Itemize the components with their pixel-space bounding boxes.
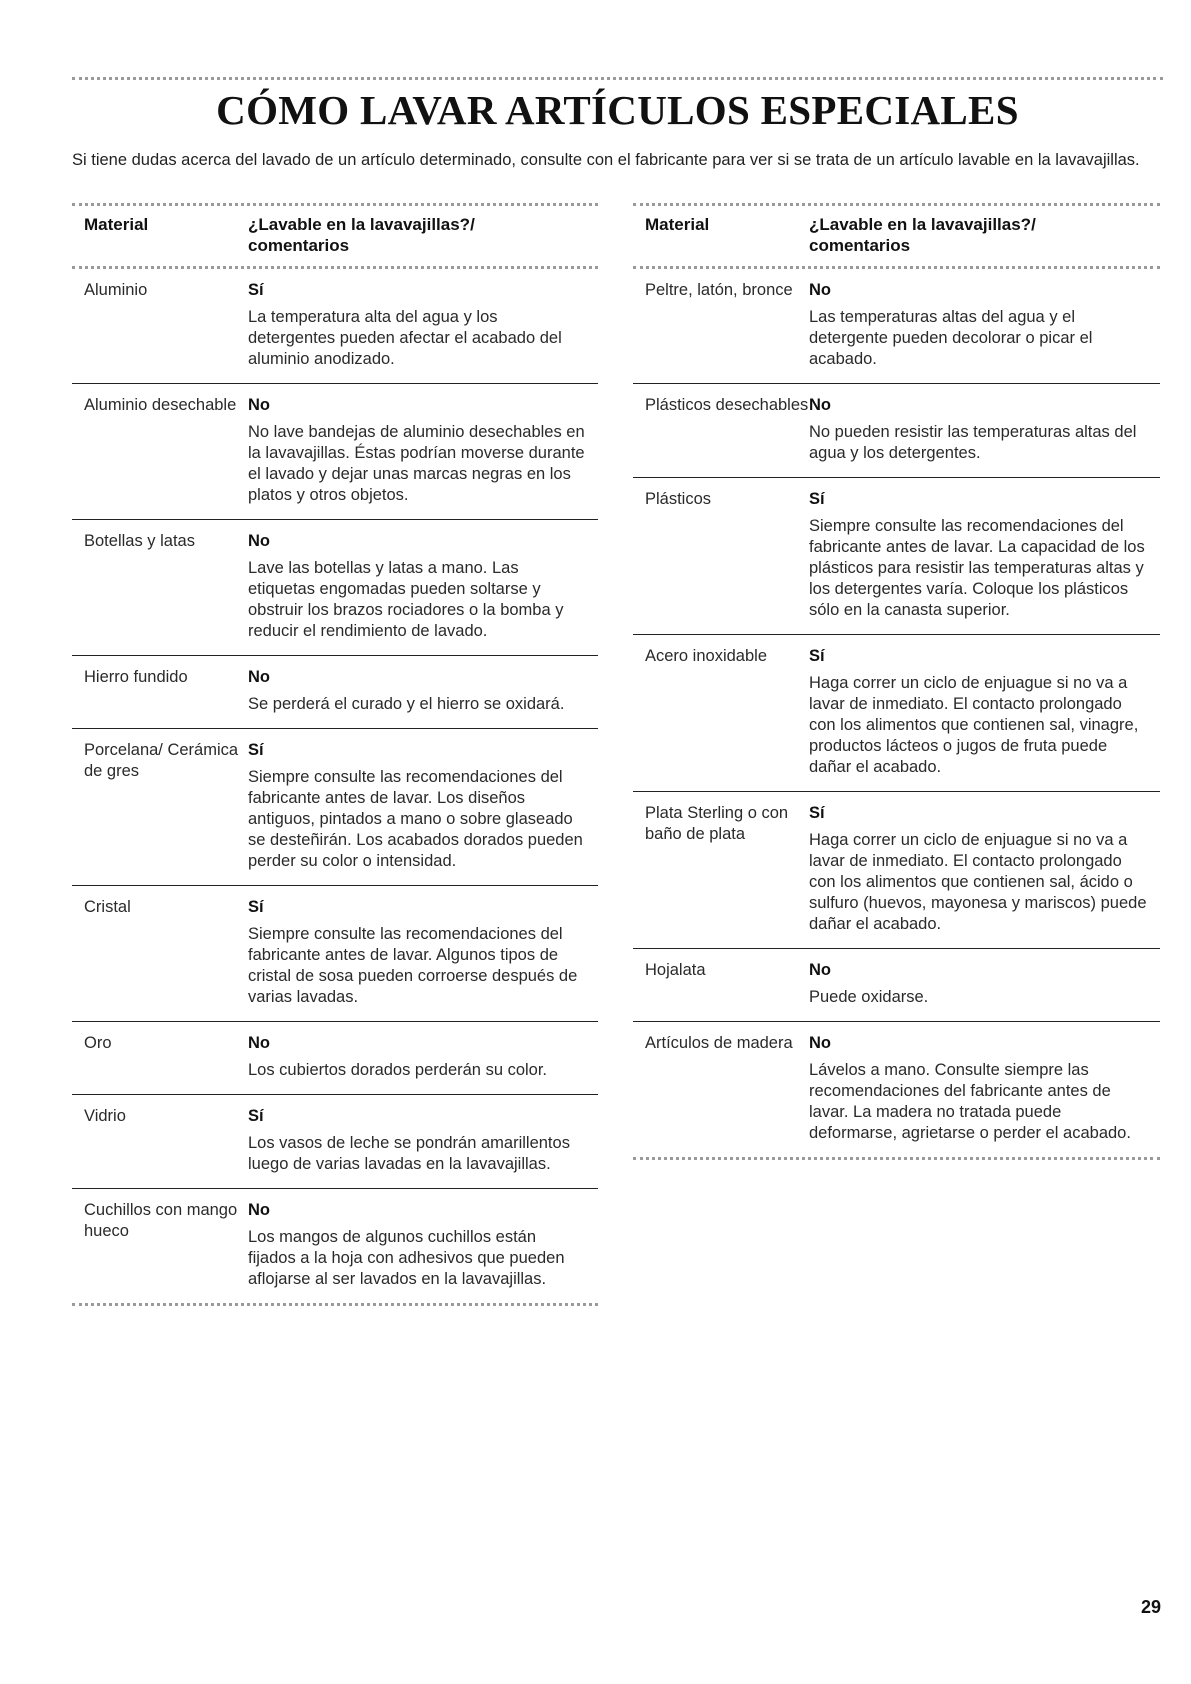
intro-paragraph: Si tiene dudas acerca del lavado de un artículo determinado, consulte con el fabricante para ver si se trata de un artículo lavable en la lavavajillas. xyxy=(72,151,1140,169)
table-header xyxy=(72,206,598,266)
material-cell: Aluminio desechable xyxy=(84,396,237,414)
comment-cell xyxy=(248,1033,588,1081)
comment-text: Los cubiertos dorados perderán su color. xyxy=(248,1061,548,1079)
comment-cell xyxy=(248,897,588,1008)
material-cell: Oro xyxy=(84,1034,112,1052)
table-row xyxy=(72,1022,598,1095)
washable-answer: No xyxy=(248,1034,270,1052)
comment-text: No lave bandejas de aluminio desechables en la lavavajillas. Éstas podrían moverse durante el lavado y dejar unas marcas negras en los platos y otros objetos. xyxy=(248,423,585,504)
material-cell: Plásticos xyxy=(645,490,712,508)
washable-answer: Sí xyxy=(248,1107,264,1125)
washable-answer: Sí xyxy=(248,741,264,759)
comment-cell xyxy=(248,1106,588,1175)
table-row xyxy=(633,792,1160,949)
washable-answer: No xyxy=(809,961,831,979)
comment-cell xyxy=(809,960,1149,1008)
header-material: Material xyxy=(645,215,710,234)
comment-text: Se perderá el curado y el hierro se oxidará. xyxy=(248,695,565,713)
comment-cell xyxy=(809,646,1149,778)
table-row xyxy=(72,384,598,520)
comment-cell xyxy=(809,280,1149,370)
comment-text: Puede oxidarse. xyxy=(809,988,929,1006)
comment-cell xyxy=(809,395,1149,464)
header-washable: ¿Lavable en la lavavajillas?/ comentarios xyxy=(248,215,475,255)
table-row xyxy=(633,949,1160,1022)
comment-text: Siempre consulte las recomendaciones del fabricante antes de lavar. Los diseños antiguos, pintados a mano o sobre glaseado se desteñirán. Los acabados dorados pueden perder su color o intensidad. xyxy=(248,768,583,870)
material-cell: Vidrio xyxy=(84,1107,126,1125)
table-bottom-divider xyxy=(633,1157,1160,1160)
comment-text: Las temperaturas altas del agua y el detergente pueden decolorar o picar el acabado. xyxy=(809,308,1093,368)
washable-answer: Sí xyxy=(809,647,825,665)
material-cell: Cristal xyxy=(84,898,131,916)
comment-cell xyxy=(809,489,1149,621)
table-body xyxy=(72,269,598,1303)
material-cell: Acero inoxidable xyxy=(645,647,767,665)
table-right xyxy=(633,203,1160,1160)
comment-text: Los mangos de algunos cuchillos están fijados a la hoja con adhesivos que pueden aflojarse al ser lavados en la lavavajillas. xyxy=(248,1228,565,1288)
material-cell: Hojalata xyxy=(645,961,706,979)
header-material: Material xyxy=(84,215,149,234)
table-row xyxy=(72,1189,598,1303)
comment-cell xyxy=(809,1033,1149,1144)
comment-text: La temperatura alta del agua y los detergentes pueden afectar el acabado del aluminio anodizado. xyxy=(248,308,562,368)
washable-answer: No xyxy=(248,532,270,550)
top-divider xyxy=(72,77,1163,80)
comment-text: Lávelos a mano. Consulte siempre las recomendaciones del fabricante antes de lavar. La madera no tratada puede deformarse, agrietarse o perder el acabado. xyxy=(809,1061,1131,1142)
material-cell: Botellas y latas xyxy=(84,532,195,550)
header-washable: ¿Lavable en la lavavajillas?/ comentarios xyxy=(809,215,1036,255)
table-left xyxy=(72,203,598,1306)
comment-text: Siempre consulte las recomendaciones del fabricante antes de lavar. Algunos tipos de cristal de sosa pueden corroerse después de varias lavadas. xyxy=(248,925,578,1006)
table-bottom-divider xyxy=(72,1303,598,1306)
comment-text: Los vasos de leche se pondrán amarillentos luego de varias lavadas en la lavavajillas. xyxy=(248,1134,570,1173)
material-cell: Peltre, latón, bronce xyxy=(645,281,793,299)
table-row xyxy=(633,384,1160,478)
washable-answer: Sí xyxy=(248,281,264,299)
comment-text: Siempre consulte las recomendaciones del fabricante antes de lavar. La capacidad de los plásticos para resistir las temperaturas altas y los detergentes varía. Coloque los plásticos sólo en la canasta superior. xyxy=(809,517,1145,619)
comment-text: Haga correr un ciclo de enjuague si no va a lavar de inmediato. El contacto prolongado con los alimentos que contienen sal, ácido o sulfuro (huevos, mayonesa y mariscos) puede dañar el acabado. xyxy=(809,831,1147,933)
material-cell: Plata Sterling o con baño de plata xyxy=(645,804,789,843)
washable-answer: Sí xyxy=(248,898,264,916)
table-row xyxy=(633,269,1160,384)
table-row xyxy=(72,269,598,384)
table-row xyxy=(633,635,1160,792)
washable-answer: Sí xyxy=(809,490,825,508)
table-row xyxy=(72,520,598,656)
table-row xyxy=(72,656,598,729)
page-number: 29 xyxy=(1140,1597,1161,1617)
comment-cell xyxy=(248,531,588,642)
material-cell: Hierro fundido xyxy=(84,668,188,686)
washable-answer: No xyxy=(248,668,270,686)
table-row xyxy=(72,1095,598,1189)
comment-text: No pueden resistir las temperaturas altas del agua y los detergentes. xyxy=(809,423,1137,462)
washable-answer: No xyxy=(248,1201,270,1219)
table-body xyxy=(633,269,1160,1157)
comment-cell xyxy=(248,740,588,872)
table-row xyxy=(72,886,598,1022)
washable-answer: No xyxy=(248,396,270,414)
table-row xyxy=(72,729,598,886)
washable-answer: No xyxy=(809,1034,831,1052)
comment-cell xyxy=(248,395,588,506)
material-cell: Plásticos desechables xyxy=(645,396,809,414)
material-cell: Aluminio xyxy=(84,281,148,299)
material-cell: Porcelana/ Cerámica de gres xyxy=(84,741,239,780)
comment-text: Haga correr un ciclo de enjuague si no va a lavar de inmediato. El contacto prolongado con los alimentos que contienen sal, vinagre, productos lácteos o jugos de fruta puede dañar el acabado. xyxy=(809,674,1139,776)
material-cell: Cuchillos con mango hueco xyxy=(84,1201,238,1240)
page-title: CÓMO LAVAR ARTÍCULOS ESPECIALES xyxy=(216,87,1019,133)
comment-cell xyxy=(809,803,1149,935)
comment-cell xyxy=(248,1200,588,1290)
table-row xyxy=(633,1022,1160,1157)
comment-text: Lave las botellas y latas a mano. Las etiquetas engomadas pueden soltarse y obstruir los brazos rociadores o la bomba y reducir el rendimiento de lavado. xyxy=(248,559,564,640)
washable-answer: No xyxy=(809,396,831,414)
material-cell: Artículos de madera xyxy=(645,1034,793,1052)
comment-cell xyxy=(248,667,588,715)
washable-answer: No xyxy=(809,281,831,299)
washable-answer: Sí xyxy=(809,804,825,822)
table-row xyxy=(633,478,1160,635)
table-header xyxy=(633,206,1160,266)
comment-cell xyxy=(248,280,588,370)
